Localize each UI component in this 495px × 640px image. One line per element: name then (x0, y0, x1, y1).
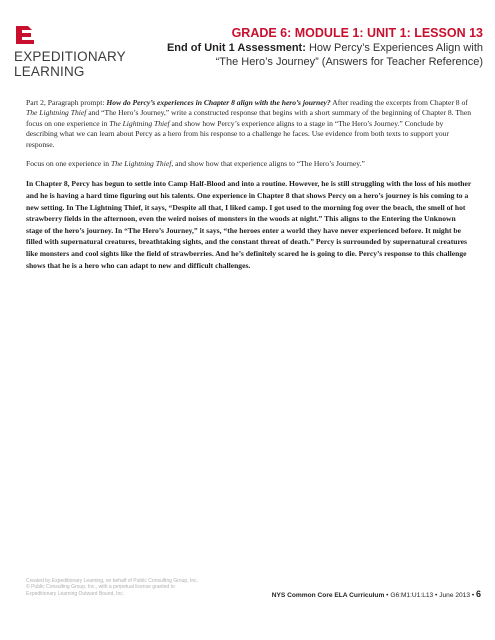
prompt-text-c: and show how Percy’s experience aligns to a stage in “The Hero’s Journey.” Conclude by describing what we can learn about Percy as a hero from his response to a challenge he faces. Use evidence from both texts to support your response. (26, 118, 449, 149)
footer-info (272, 589, 481, 599)
prompt-book-title-2: The Lightning Thief (109, 118, 170, 128)
footer-sep-1: • (384, 592, 391, 599)
prompt-question: How do Percy’s experiences in Chapter 8 align with the hero’s journey? (106, 98, 331, 107)
footer-sep-2: • (433, 592, 440, 599)
document-body (26, 98, 474, 280)
focus-text-b: , and show how that experience aligns to “The Hero’s Journey.” (171, 159, 365, 169)
credit-line-1: Created by Expeditionary Learning, on behalf of Public Consulting Group, Inc. (26, 578, 199, 584)
subtitle-bold: End of Unit 1 Assessment: (166, 42, 306, 54)
focus-book-title: The Lightning Thief (110, 159, 172, 169)
module-code: G6:M1:U1:L13 (390, 592, 434, 599)
el-logo-mark-icon (14, 24, 36, 46)
curriculum-name: NYS Common Core ELA Curriculum (271, 592, 385, 599)
model-answer: In Chapter 8, Percy has begun to settle into Camp Half-Blood and into a routine. However, he is still struggling with the loss of his mother and he is having a hard time figuring out his talents. One experience in Chapter 8 that shows Percy on a hero’s journey is his coming to a new setting. In The Lightning Thief, it says, “Despite all that, I liked camp. I got used to the morning fog over the beach, the smell of hot strawberry fields in the afternoon, even the weird noises of monsters in the woods at night.” This aligns to the Entering the Unknown stage of the hero’s journey. In “The Hero’s Journey,” it says, “the heroes enter a world they have never experienced before. It might be filled with supernatural creatures, breathtaking sights, and the constant threat of death.” Percy is surrounded by supernatural creatures like monsters and cool sights like the field of strawberries. And he’s definitely scared he is going to die. Percy’s response to this challenge shows that he is a hero who can adapt to new and difficult challenges. (26, 179, 472, 270)
page-header (153, 26, 483, 69)
assessment-subtitle (153, 42, 483, 69)
subtitle-rest: How Percy’s Experiences Align with “The Hero’s Journey” (Answers for Teacher Reference) (215, 42, 483, 68)
prompt-book-title: The Lightning Thief (26, 108, 87, 118)
logo-line-1: EXPEDITIONARY (14, 49, 126, 64)
footer-date: June 2013 (439, 592, 470, 599)
page-number: 6 (475, 589, 481, 599)
prompt-label: Part 2, Paragraph prompt: (26, 98, 107, 107)
logo-wordmark (14, 49, 124, 79)
footer-sep-3: • (470, 592, 476, 599)
prompt-paragraph (26, 98, 474, 150)
credit-line-3: Expeditionary Learning Outward Bound, Inc. (26, 590, 125, 597)
prompt-text-a: After reading the excerpts from Chapter 8 of (330, 98, 468, 107)
focus-paragraph (26, 159, 474, 169)
focus-text-a: Focus on one experience in (26, 159, 111, 169)
logo-line-2: LEARNING (14, 64, 85, 79)
prompt-text-b: and “The Hero’s Journey,” write a constructed response that begins with a short summary of the beginning of Chapter 8. Then focus on one experience in (26, 108, 471, 128)
lesson-title: GRADE 6: MODULE 1: UNIT 1: LESSON 13 (231, 26, 483, 40)
expeditionary-learning-logo (14, 24, 124, 79)
credit-line-2: © Public Consulting Group, Inc., with a perpetual license granted to (26, 584, 175, 591)
footer-credits (26, 578, 216, 597)
